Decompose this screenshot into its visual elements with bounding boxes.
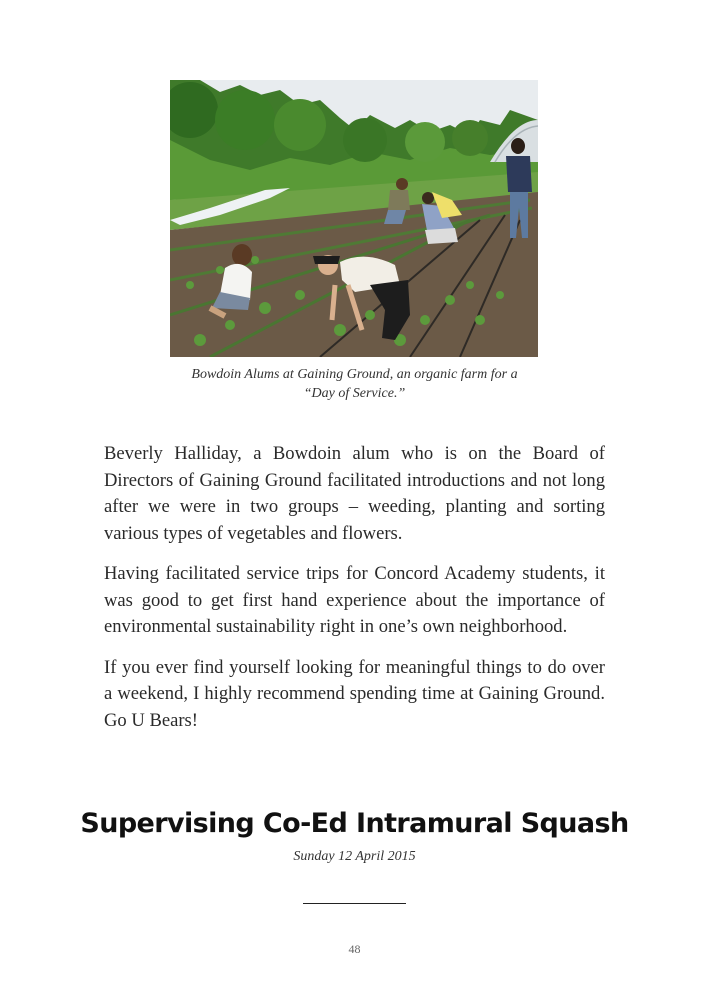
page-number: 48 bbox=[348, 942, 361, 956]
section-divider bbox=[303, 903, 406, 904]
body-paragraph-2: Having facilitated service trips for Concord Academy students, it was good to get first hand experience about the importance of environmental sustainability right in one’s own neighborhood. bbox=[104, 563, 605, 637]
article-date: Sunday 12 April 2015 bbox=[293, 849, 416, 864]
photo-caption-line-1: Bowdoin Alums at Gaining Ground, an organic farm for a bbox=[191, 367, 518, 382]
article-heading: Supervising Co-Ed Intramural Squash bbox=[80, 808, 629, 839]
article-body bbox=[104, 441, 605, 748]
body-paragraph-3: If you ever find yourself looking for meaningful things to do over a weekend, I highly recommend spending time at Gaining Ground. Go U Bears! bbox=[104, 656, 605, 731]
photo-caption bbox=[150, 365, 559, 403]
photo-caption-line-2: “Day of Service.” bbox=[303, 386, 406, 401]
farm-photo-illustration bbox=[170, 80, 538, 357]
farm-photo bbox=[170, 80, 538, 357]
body-paragraph-1: Beverly Halliday, a Bowdoin alum who is on the Board of Directors of Gaining Ground facilitated introductions and not long after we were in two groups – weeding, planting and sorting various types of vegetables and flowers. bbox=[104, 443, 605, 544]
